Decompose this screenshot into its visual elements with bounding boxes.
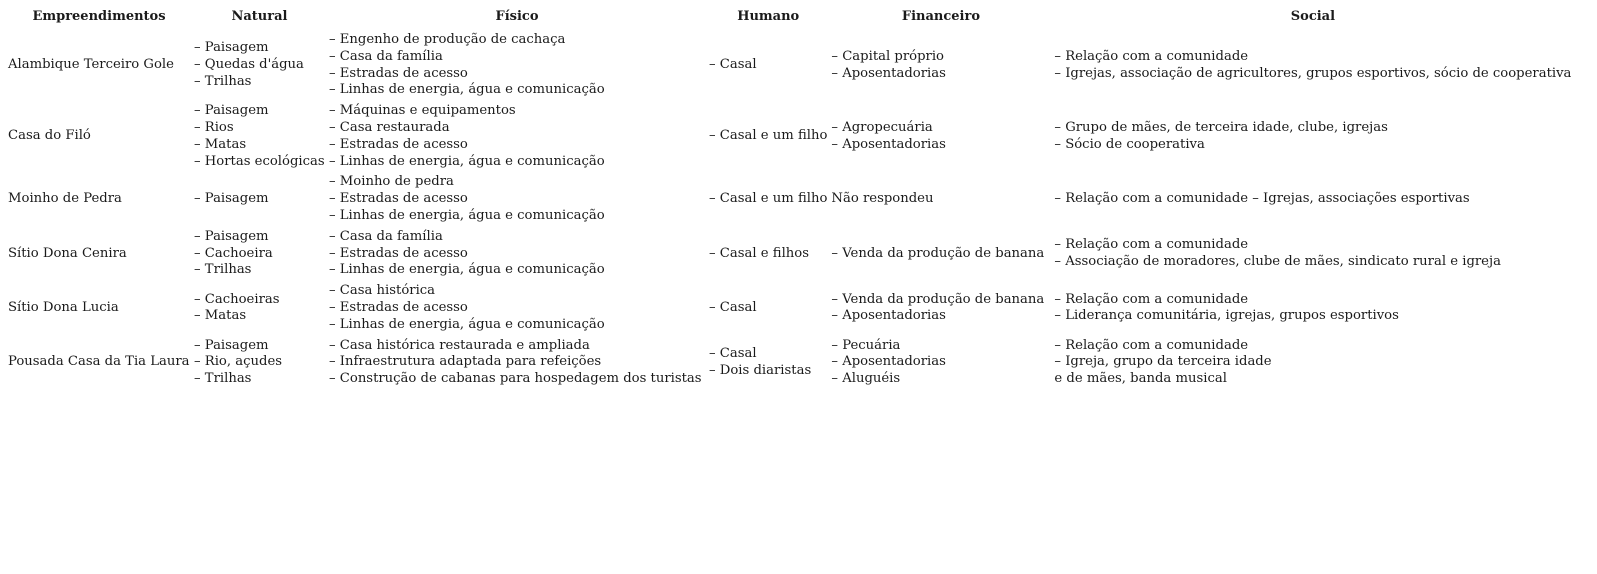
cell-natural bbox=[192, 32, 327, 103]
cell-natural-line: – Rio, açudes bbox=[194, 354, 283, 370]
cell-humano bbox=[707, 174, 829, 228]
cell-fisico-line: – Estradas de acesso bbox=[329, 299, 468, 315]
cell-fisico-line: – Infraestrutura adaptada para refeições bbox=[329, 354, 602, 370]
cell-social bbox=[1052, 103, 1573, 174]
header-empreendimentos: Empreendimentos bbox=[32, 8, 166, 24]
header-natural: Natural bbox=[231, 8, 288, 24]
header-humano: Humano bbox=[737, 8, 800, 24]
cell-humano-line: – Casal bbox=[709, 57, 757, 73]
cell-social-line: – Relação com a comunidade bbox=[1054, 237, 1249, 253]
cell-fisico bbox=[327, 174, 707, 228]
cell-natural-line: – Cachoeira bbox=[194, 245, 273, 261]
cell-financeiro-line: Não respondeu bbox=[831, 191, 934, 207]
cell-financeiro bbox=[829, 338, 1052, 392]
table-row bbox=[6, 338, 1573, 392]
cell-natural bbox=[192, 283, 327, 337]
cell-fisico-line: – Estradas de acesso bbox=[329, 136, 468, 152]
header-row bbox=[6, 6, 1573, 32]
cell-financeiro bbox=[829, 103, 1052, 174]
table-row bbox=[6, 229, 1573, 283]
header-fisico: Físico bbox=[495, 8, 539, 24]
cell-social bbox=[1052, 174, 1573, 228]
cell-empreendimento: Sítio Dona Lucia bbox=[8, 299, 119, 315]
table-row bbox=[6, 32, 1573, 103]
cell-natural-line: – Trilhas bbox=[194, 371, 252, 387]
cell-fisico bbox=[327, 283, 707, 337]
cell-fisico-line: – Casa da família bbox=[329, 48, 443, 64]
cell-financeiro-line: – Venda da produção de banana bbox=[831, 291, 1045, 307]
cell-empreendimento: Casa do Filó bbox=[8, 128, 91, 144]
header-social: Social bbox=[1290, 8, 1336, 24]
cell-financeiro-line: – Aposentadorias bbox=[831, 308, 946, 324]
cell-fisico-line: – Linhas de energia, água e comunicação bbox=[329, 82, 605, 98]
cell-social bbox=[1052, 229, 1573, 283]
cell-social bbox=[1052, 32, 1573, 103]
cell-natural-line: – Cachoeiras bbox=[194, 291, 280, 307]
cell-fisico-line: – Linhas de energia, água e comunicação bbox=[329, 153, 605, 169]
cell-fisico-line: – Casa histórica restaurada e ampliada bbox=[329, 337, 590, 353]
cell-financeiro-line: – Aluguéis bbox=[831, 371, 901, 387]
cell-humano-line: – Casal bbox=[709, 299, 757, 315]
cell-natural bbox=[192, 338, 327, 392]
cell-financeiro-line: – Pecuária bbox=[831, 337, 901, 353]
cell-natural-line: – Matas bbox=[194, 136, 247, 152]
cell-social bbox=[1052, 338, 1573, 392]
cell-humano bbox=[707, 338, 829, 392]
cell-financeiro bbox=[829, 229, 1052, 283]
cell-empreendimento: Moinho de Pedra bbox=[8, 191, 122, 207]
cell-natural-line: – Paisagem bbox=[194, 337, 269, 353]
cell-natural-line: – Quedas d'água bbox=[194, 57, 304, 73]
cell-social bbox=[1052, 283, 1573, 337]
cell-humano-line: – Casal e filhos bbox=[709, 245, 809, 261]
cell-humano-line: – Casal bbox=[709, 345, 757, 361]
cell-social-line: – Grupo de mães, de terceira idade, clube, igrejas bbox=[1054, 119, 1388, 135]
cell-natural-line: – Matas bbox=[194, 308, 247, 324]
cell-social-line: – Relação com a comunidade – Igrejas, associações esportivas bbox=[1054, 191, 1470, 207]
cell-financeiro bbox=[829, 32, 1052, 103]
cell-natural bbox=[192, 229, 327, 283]
cell-fisico-line: – Casa da família bbox=[329, 228, 443, 244]
header-financeiro: Financeiro bbox=[901, 8, 980, 24]
cell-financeiro-line: – Capital próprio bbox=[831, 48, 944, 64]
cell-natural-line: – Paisagem bbox=[194, 103, 269, 119]
cell-fisico bbox=[327, 103, 707, 174]
cell-natural-line: – Trilhas bbox=[194, 262, 252, 278]
cell-humano bbox=[707, 229, 829, 283]
cell-fisico-line: – Estradas de acesso bbox=[329, 245, 468, 261]
cell-fisico-line: – Máquinas e equipamentos bbox=[329, 103, 516, 119]
cell-financeiro-line: – Aposentadorias bbox=[831, 136, 946, 152]
cell-natural-line: – Paisagem bbox=[194, 191, 269, 207]
cell-fisico-line: – Linhas de energia, água e comunicação bbox=[329, 207, 605, 223]
cell-humano bbox=[707, 103, 829, 174]
cell-natural-line: – Trilhas bbox=[194, 73, 252, 89]
cell-fisico-line: – Engenho de produção de cachaça bbox=[329, 32, 566, 47]
cell-humano bbox=[707, 283, 829, 337]
cell-empreendimento: Pousada Casa da Tia Laura bbox=[8, 354, 190, 370]
cell-financeiro bbox=[829, 283, 1052, 337]
cell-fisico-line: – Linhas de energia, água e comunicação bbox=[329, 316, 605, 332]
cell-humano bbox=[707, 32, 829, 103]
cell-fisico bbox=[327, 229, 707, 283]
cell-social-line: – Liderança comunitária, igrejas, grupos esportivos bbox=[1054, 308, 1399, 324]
cell-financeiro-line: – Aposentadorias bbox=[831, 65, 946, 81]
table-row bbox=[6, 174, 1573, 228]
cell-empreendimento: Alambique Terceiro Gole bbox=[8, 57, 174, 73]
cell-social-line: – Relação com a comunidade bbox=[1054, 337, 1249, 353]
cell-fisico-line: – Moinho de pedra bbox=[329, 174, 454, 190]
cell-social-line: – Relação com a comunidade bbox=[1054, 48, 1249, 64]
cell-natural-line: – Paisagem bbox=[194, 228, 269, 244]
cell-natural-line: – Paisagem bbox=[194, 40, 269, 56]
capitals-table bbox=[6, 6, 1573, 392]
cell-financeiro bbox=[829, 174, 1052, 228]
table-body bbox=[6, 32, 1573, 392]
cell-social-line: – Igreja, grupo da terceira idade bbox=[1054, 354, 1272, 370]
cell-humano-line: – Casal e um filho bbox=[709, 191, 828, 207]
cell-natural bbox=[192, 174, 327, 228]
cell-fisico bbox=[327, 338, 707, 392]
cell-financeiro-line: – Agropecuária bbox=[831, 119, 933, 135]
cell-social-line: e de mães, banda musical bbox=[1054, 371, 1227, 387]
cell-fisico-line: – Estradas de acesso bbox=[329, 191, 468, 207]
cell-fisico-line: – Casa histórica bbox=[329, 283, 436, 299]
cell-financeiro-line: – Venda da produção de banana bbox=[831, 245, 1045, 261]
cell-natural-line: – Hortas ecológicas bbox=[194, 153, 325, 169]
cell-fisico-line: – Construção de cabanas para hospedagem dos turistas bbox=[329, 371, 702, 387]
table-row bbox=[6, 103, 1573, 174]
cell-natural-line: – Rios bbox=[194, 119, 234, 135]
cell-social-line: – Relação com a comunidade bbox=[1054, 291, 1249, 307]
cell-natural bbox=[192, 103, 327, 174]
cell-fisico-line: – Linhas de energia, água e comunicação bbox=[329, 262, 605, 278]
cell-humano-line: – Casal e um filho bbox=[709, 128, 828, 144]
cell-social-line: – Igrejas, associação de agricultores, grupos esportivos, sócio de cooperativa bbox=[1054, 65, 1572, 81]
cell-fisico-line: – Estradas de acesso bbox=[329, 65, 468, 81]
cell-fisico-line: – Casa restaurada bbox=[329, 119, 450, 135]
cell-humano-line: – Dois diaristas bbox=[709, 362, 812, 378]
cell-fisico bbox=[327, 32, 707, 103]
cell-empreendimento: Sítio Dona Cenira bbox=[8, 245, 127, 261]
cell-financeiro-line: – Aposentadorias bbox=[831, 354, 946, 370]
cell-social-line: – Sócio de cooperativa bbox=[1054, 136, 1205, 152]
cell-social-line: – Associação de moradores, clube de mães, sindicato rural e igreja bbox=[1054, 253, 1501, 269]
table-row bbox=[6, 283, 1573, 337]
